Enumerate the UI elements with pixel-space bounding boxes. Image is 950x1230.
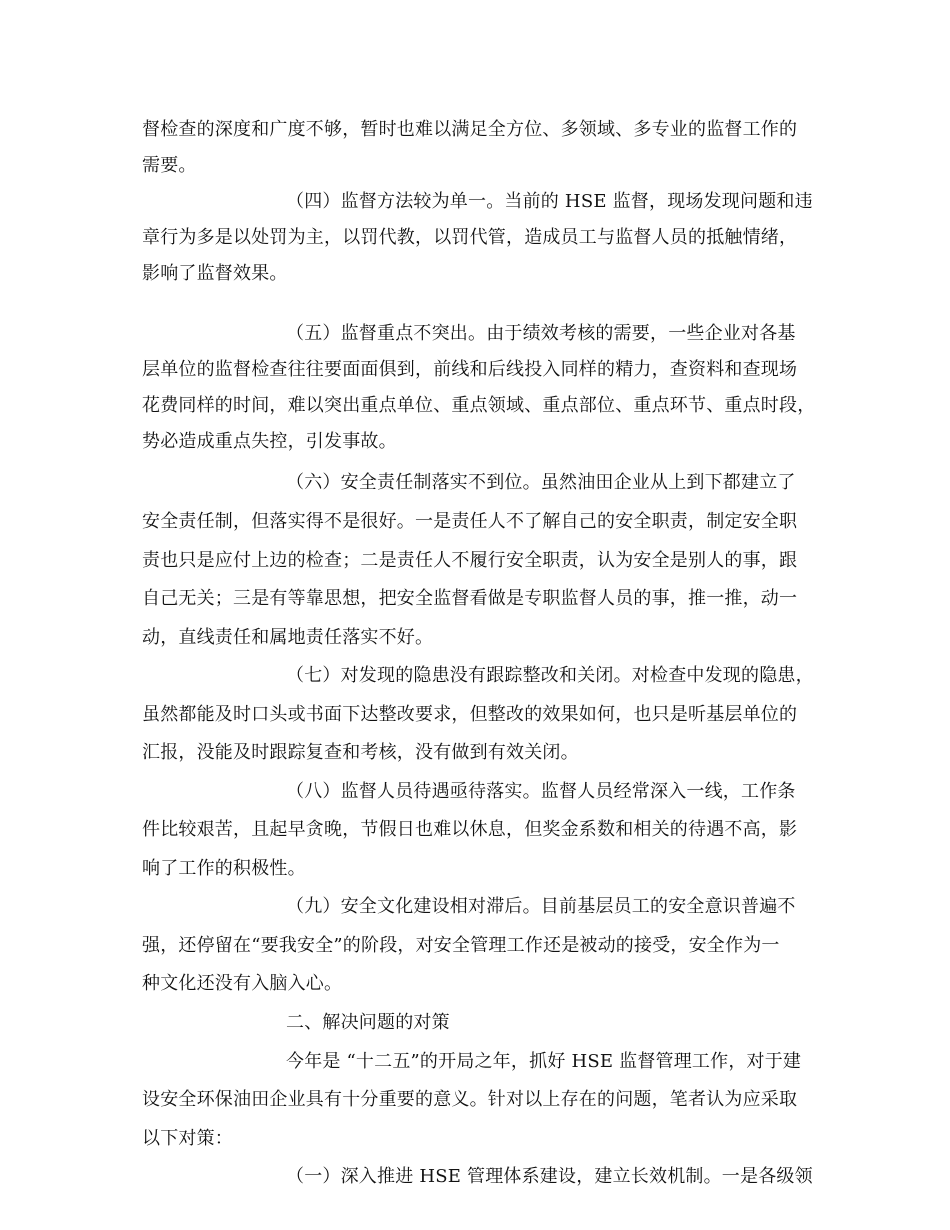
- paragraph-heading-line: 今年是 “十二五”的开局之年，抓好 HSE 监督管理工作，对于建: [286, 1051, 802, 1072]
- text-line: 设安全环保油田企业具有十分重要的意义。针对以上存在的问题，笔者认为应采取: [142, 1089, 798, 1110]
- text-line: 件比较艰苦，且起早贪晚，节假日也难以休息，但奖金系数和相关的待遇不高，影: [142, 819, 798, 840]
- text-line: 影响了监督效果。: [142, 263, 288, 284]
- text-line: 动，直线责任和属地责任落实不好。: [142, 627, 434, 648]
- text-line: 种文化还没有入脑入心。: [142, 973, 343, 994]
- section-heading: 二、解决问题的对策: [286, 1012, 450, 1033]
- text-line: 花费同样的时间，难以突出重点单位、重点领域、重点部位、重点环节、重点时段，: [142, 395, 816, 416]
- paragraph-heading-line: （九）安全文化建设相对滞后。目前基层员工的安全意识普遍不: [286, 896, 796, 917]
- text-line: 汇报，没能及时跟踪复查和考核，没有做到有效关闭。: [142, 742, 579, 763]
- paragraph-heading-line: （一）深入推进 HSE 管理体系建设，建立长效机制。一是各级领: [286, 1166, 813, 1187]
- text-line: 以下对策：: [142, 1128, 233, 1149]
- text-line: 需要。: [142, 155, 197, 176]
- text-line: 强，还停留在“要我安全”的阶段，对安全管理工作还是被动的接受，安全作为一: [142, 935, 780, 956]
- paragraph-heading-line: （五）监督重点不突出。由于绩效考核的需要，一些企业对各基: [286, 323, 796, 344]
- paragraph-heading-line: （八）监督人员待遇亟待落实。监督人员经常深入一线，工作条: [286, 781, 796, 802]
- paragraph-heading-line: （七）对发现的隐患没有跟踪整改和关闭。对检查中发现的隐患，: [286, 665, 814, 686]
- text-line: 安全责任制，但落实得不是很好。一是责任人不了解自己的安全职责，制定安全职: [142, 511, 798, 532]
- paragraph-heading-line: （六）安全责任制落实不到位。虽然油田企业从上到下都建立了: [286, 472, 796, 493]
- text-line: 自己无关；三是有等靠思想，把安全监督看做是专职监督人员的事，推一推，动一: [142, 588, 798, 609]
- text-line: 督检查的深度和广度不够，暂时也难以满足全方位、多领域、多专业的监督工作的: [142, 119, 798, 140]
- text-line: 响了工作的积极性。: [142, 858, 306, 879]
- text-line: 章行为多是以处罚为主，以罚代教，以罚代管，造成员工与监督人员的抵触情绪，: [142, 227, 798, 248]
- text-line: 责也只是应付上边的检查；二是责任人不履行安全职责，认为安全是别人的事，跟: [142, 550, 798, 571]
- text-line: 虽然都能及时口头或书面下达整改要求，但整改的效果如何，也只是听基层单位的: [142, 704, 798, 725]
- text-line: 层单位的监督检查往往要面面俱到，前线和后线投入同样的精力，查资料和查现场: [142, 359, 798, 380]
- paragraph-heading-line: （四）监督方法较为单一。当前的 HSE 监督，现场发现问题和违: [286, 191, 813, 212]
- text-line: 势必造成重点失控，引发事故。: [142, 431, 397, 452]
